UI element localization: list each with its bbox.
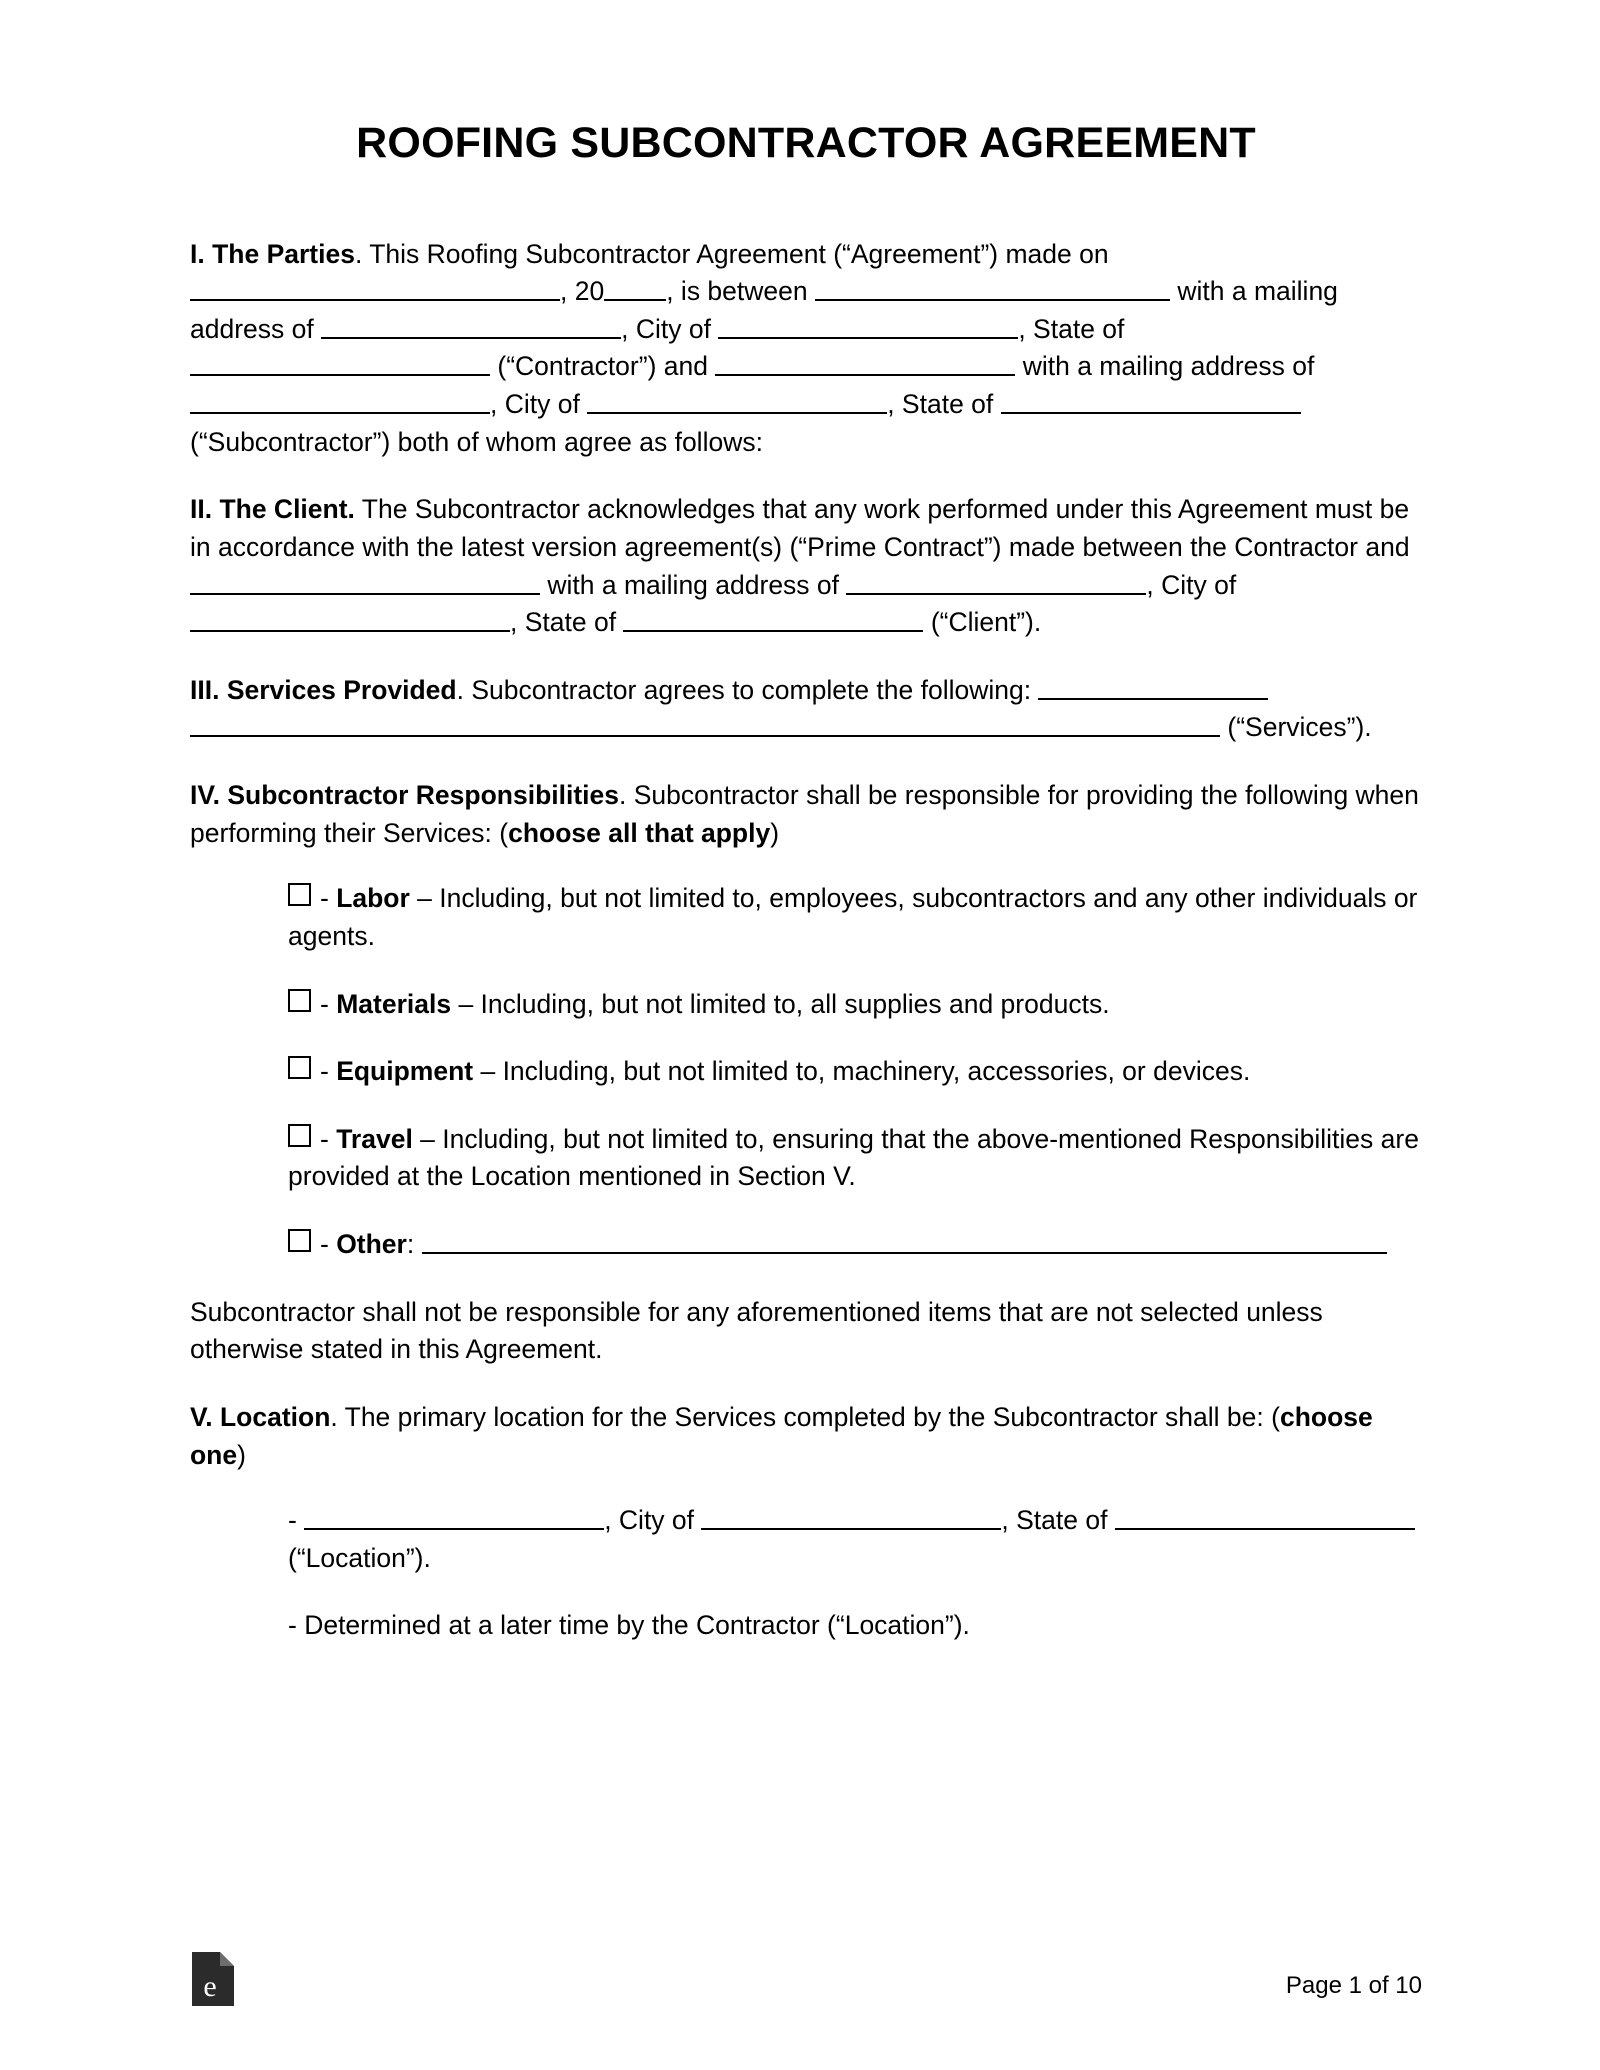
dash-equipment: - [320,1056,337,1087]
location-checklist [190,1502,1422,1645]
dash-materials: - [320,988,337,1019]
section-services-text-1: . Subcontractor agrees to complete the following: [456,674,1032,705]
location-text-3: (“Location”). [288,1542,431,1573]
checkbox-equipment[interactable] [288,1056,311,1079]
checkbox-item-materials[interactable] [190,986,1422,1024]
section-responsibilities-text-1: . Subcontractor shall be responsible for providing the following when performing their Services: ( [190,780,1419,848]
dash-labor: - [320,883,337,914]
section-responsibilities-text-2: ) [770,817,780,848]
section-services-heading: III. Services Provided [190,674,457,705]
subcontractor-state-blank[interactable] [1001,388,1301,414]
section-client-heading: II. The Client. [190,494,355,525]
page-title: ROOFING SUBCONTRACTOR AGREEMENT [356,119,1256,167]
dash-location-address: - [288,1505,305,1536]
section-client-text-3: , City of [1146,569,1237,600]
checkbox-item-equipment[interactable] [190,1053,1422,1091]
text-travel: – Including, but not limited to, ensuring that the above-mentioned Responsibilities are provided at the Location mentioned in Section V. [288,1123,1419,1192]
label-other: Other [336,1229,407,1260]
location-state-blank[interactable] [1115,1504,1415,1530]
label-materials: Materials [336,988,452,1019]
svg-text:e: e [203,1970,217,2003]
checkbox-travel[interactable] [288,1124,311,1147]
responsibilities-closing: Subcontractor shall not be responsible for any aforementioned items that are not selected unless otherwise stated in this Agreement. [190,1296,1323,1365]
location-city-blank[interactable] [701,1504,1001,1530]
text-location-later: Determined at a later time by the Contractor (“Location”). [304,1610,970,1641]
date-blank[interactable] [190,275,560,301]
other-blank[interactable] [422,1228,1387,1254]
section-parties-text-1: . This Roofing Subcontractor Agreement (“Agreement”) made on [354,238,1109,269]
choose-all-label: choose all that apply [508,817,771,848]
label-labor: Labor [336,883,410,914]
checkbox-item-other[interactable] [190,1226,1422,1264]
section-parties-heading: I. The Parties [190,238,355,269]
responsibilities-checklist [190,880,1422,1263]
section-location [190,1399,1422,1474]
page-number: Page 1 of 10 [1285,1972,1422,1999]
section-parties [190,236,1422,462]
section-parties-text-4: with a mailing address of [190,276,1338,344]
location-address-blank[interactable] [304,1504,604,1530]
section-client [190,491,1422,642]
checkbox-materials[interactable] [288,989,311,1012]
section-services [190,672,1422,747]
contractor-city-blank[interactable] [718,312,1018,338]
section-client-text-4: , State of [510,607,617,638]
dash-other: - [320,1229,337,1260]
section-responsibilities [190,777,1422,852]
choose-one-label: choose one [190,1401,1373,1470]
checkbox-labor[interactable] [288,883,311,906]
client-state-blank[interactable] [623,606,923,632]
section-parties-text-5: , City of [621,313,711,344]
section-parties-text-7: (“Contractor”) and [497,351,708,382]
dash-travel: - [320,1123,337,1154]
text-labor: – Including, but not limited to, employees, subcontractors and any other individuals or agents. [288,883,1418,951]
location-text-2: , State of [1001,1505,1108,1536]
subcontractor-city-blank[interactable] [587,388,887,414]
services-blank-2[interactable] [190,711,1220,737]
year-blank[interactable] [604,275,666,301]
label-travel: Travel [336,1123,413,1154]
section-parties-text-3: , is between [666,276,808,307]
section-location-text-1: . The primary location for the Services completed by the Subcontractor shall be: ( [330,1401,1280,1432]
client-name-blank[interactable] [190,568,540,594]
section-responsibilities-heading: IV. Subcontractor Responsibilities [190,780,620,811]
checkbox-other[interactable] [288,1229,311,1252]
location-text-1: , City of [604,1505,695,1536]
section-client-text-2: with a mailing address of [547,569,840,600]
section-parties-text-10: , State of [887,389,994,420]
section-parties-text-8: with a mailing address of [1022,351,1315,382]
section-location-heading: V. Location [190,1401,331,1432]
section-parties-text-9: , City of [490,389,580,420]
section-parties-text-11: (“Subcontractor”) both of whom agree as follows: [190,426,763,457]
section-client-text-1: The Subcontractor acknowledges that any work performed under this Agreement must be in accordance with the latest version agreement(s) (“Prime Contract”) made between the Contractor and [190,494,1410,562]
text-materials: – Including, but not limited to, all supplies and products. [451,988,1110,1019]
section-parties-text-2: , 20 [560,276,605,307]
checkbox-item-travel[interactable] [190,1121,1422,1196]
checkbox-item-labor[interactable] [190,880,1422,955]
checkbox-item-location-address[interactable] [190,1502,1422,1577]
section-parties-text-6: , State of [1018,313,1125,344]
dash-location-later: - [288,1610,305,1641]
checkbox-item-location-later[interactable] [190,1607,1422,1645]
contractor-state-blank[interactable] [190,350,490,376]
eforms-logo-icon [190,1950,236,2008]
subcontractor-name-blank[interactable] [715,350,1015,376]
services-blank-1[interactable] [1038,673,1268,699]
contractor-address-blank[interactable] [321,312,621,338]
section-client-text-5: (“Client”). [930,607,1042,638]
page-footer [190,1946,1422,2008]
text-equipment: – Including, but not limited to, machinery, accessories, or devices. [473,1056,1251,1087]
section-services-text-2: (“Services”). [1227,712,1372,743]
label-equipment: Equipment [336,1056,474,1087]
contractor-name-blank[interactable] [815,275,1170,301]
client-city-blank[interactable] [190,606,510,632]
section-location-text-2: ) [237,1439,246,1470]
subcontractor-address-blank[interactable] [190,388,490,414]
text-other: : [406,1229,415,1260]
client-address-blank[interactable] [846,568,1146,594]
